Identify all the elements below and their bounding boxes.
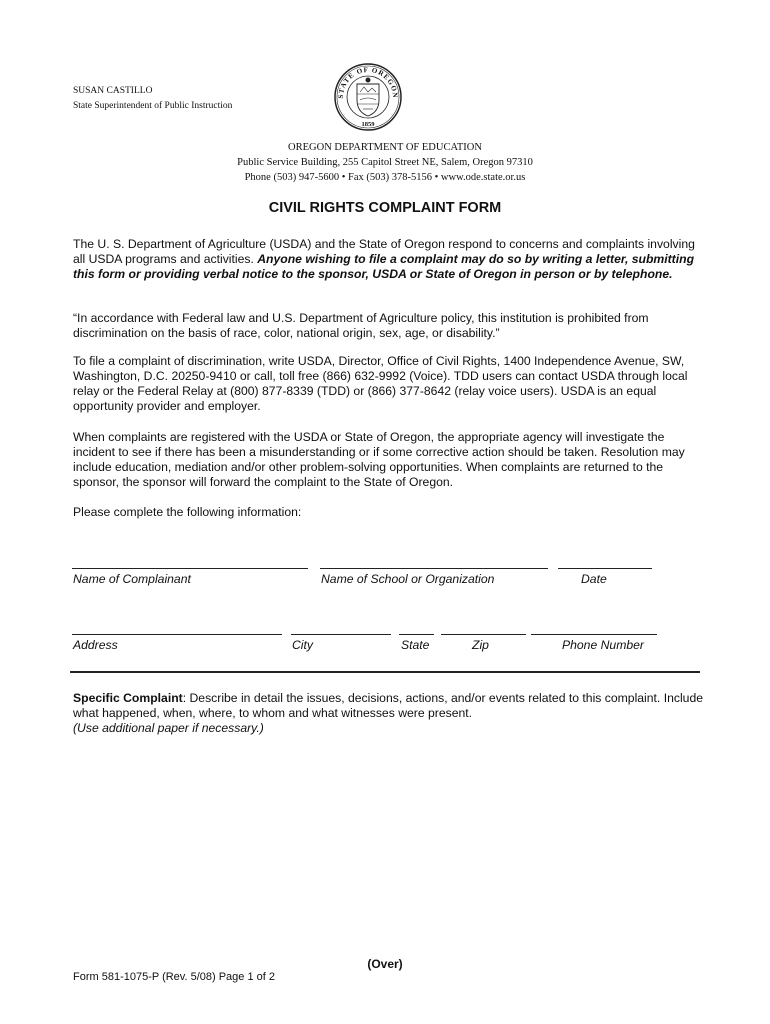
- intro-paragraph: [73, 237, 703, 282]
- specific-complaint-label: Specific Complaint: [73, 691, 183, 705]
- zip-label: Zip: [472, 638, 489, 652]
- official-title: State Superintendent of Public Instruction: [73, 101, 233, 111]
- official-name: SUSAN CASTILLO: [73, 86, 153, 96]
- complainant-name-label: Name of Complainant: [73, 572, 191, 586]
- over-indicator: (Over): [367, 957, 403, 971]
- date-field[interactable]: [558, 568, 652, 569]
- form-title: CIVIL RIGHTS COMPLAINT FORM: [268, 200, 502, 216]
- form-footer: Form 581-1075-P (Rev. 5/08) Page 1 of 2: [73, 971, 275, 983]
- department-block: [0, 140, 770, 185]
- phone-field[interactable]: [531, 634, 657, 635]
- complaint-description-area[interactable]: [73, 745, 703, 945]
- section-divider: [70, 671, 700, 673]
- intro-text: The U. S. Department of Agriculture (USDA) and the State of Oregon respond to concerns and complaints involving all USDA programs and activities.: [73, 237, 695, 266]
- oregon-state-seal-icon: [333, 62, 403, 132]
- school-name-field[interactable]: [320, 568, 548, 569]
- complainant-name-field[interactable]: [72, 568, 308, 569]
- department-address: Public Service Building, 255 Capitol Street NE, Salem, Oregon 97310: [237, 157, 533, 168]
- state-field[interactable]: [399, 634, 434, 635]
- school-name-label: Name of School or Organization: [321, 572, 495, 586]
- seal-text-top: STATE OF OREGON: [336, 65, 400, 99]
- zip-field[interactable]: [441, 634, 526, 635]
- specific-complaint-text: : Describe in detail the issues, decisions, actions, and/or events related to this complaint. Include what happened, when, where, to whom and what witnesses were present.: [73, 691, 703, 720]
- specific-complaint-instructions: [73, 691, 703, 736]
- department-contact: Phone (503) 947-5600 • Fax (503) 378-5156 • www.ode.state.or.us: [244, 172, 526, 183]
- filing-instructions: To file a complaint of discrimination, write USDA, Director, Office of Civil Rights, 1400 Independence Avenue, SW, Washington, D.C. 20250-9410 or call, toll free (866) 632-9992 (Voice). TDD users can contact USDA through local relay or the Federal Relay at (800) 877-8339 (TDD) or (866) 377-8642 (relay voice users). USDA is an equal opportunity provider and employer.: [73, 354, 688, 413]
- seal-text-bottom: 1859: [361, 121, 375, 128]
- department-name: OREGON DEPARTMENT OF EDUCATION: [288, 142, 482, 153]
- address-field[interactable]: [72, 634, 282, 635]
- additional-paper-note: (Use additional paper if necessary.): [73, 721, 264, 735]
- address-label: Address: [73, 638, 118, 652]
- city-label: City: [292, 638, 313, 652]
- date-label: Date: [581, 572, 607, 586]
- investigation-paragraph: When complaints are registered with the USDA or State of Oregon, the appropriate agency will investigate the incident to see if there has been a misunderstanding or if some corrective action should be taken. Resolution may include education, mediation and/or other problem-solving opportunities. When complaints are returned to the sponsor, the sponsor will forward the complaint to the State of Oregon.: [73, 430, 685, 489]
- phone-label: Phone Number: [562, 638, 644, 652]
- complete-info-prompt: Please complete the following information:: [73, 505, 302, 519]
- policy-statement: “In accordance with Federal law and U.S. Department of Agriculture policy, this institution is prohibited from discrimination on the basis of race, color, national origin, sex, age, or disability.”: [73, 311, 649, 340]
- state-label: State: [401, 638, 430, 652]
- official-block: [73, 84, 232, 114]
- intro-emphasis: Anyone wishing to file a complaint may do so by writing a letter, submitting this form or providing verbal notice to the sponsor, USDA or State of Oregon in person or by telephone.: [73, 252, 695, 281]
- city-field[interactable]: [291, 634, 391, 635]
